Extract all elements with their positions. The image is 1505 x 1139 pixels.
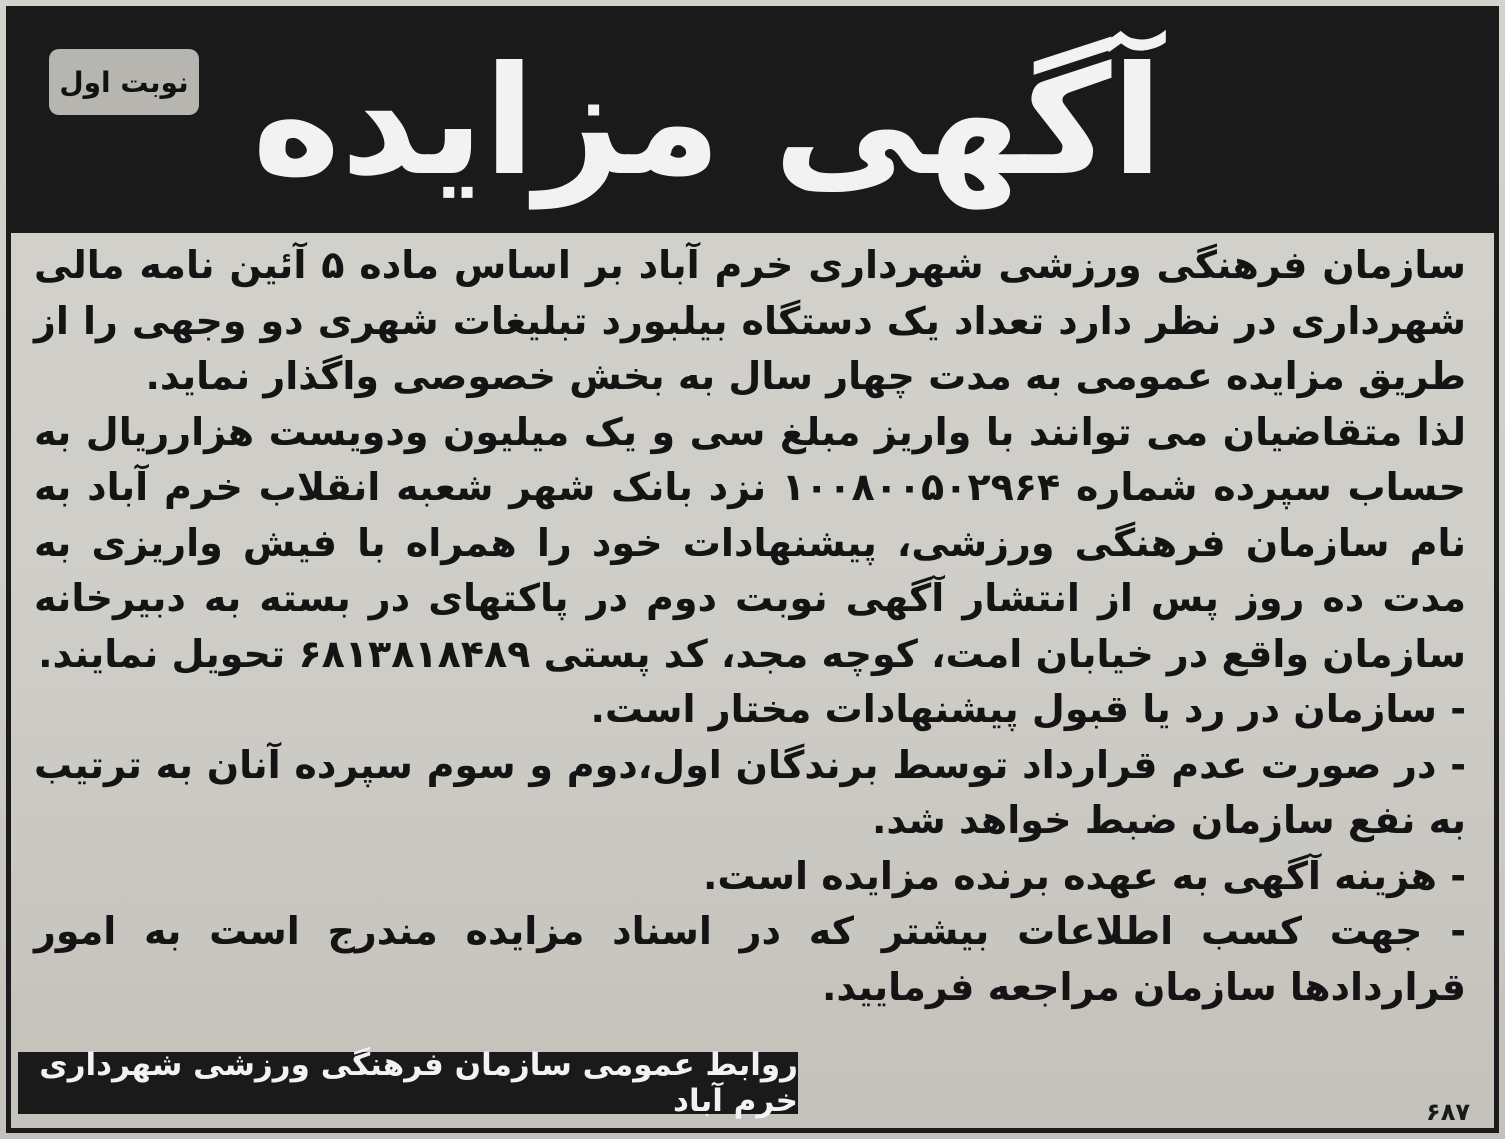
condition-item: - سازمان در رد یا قبول پیشنهادات مختار است. — [590, 687, 1466, 731]
ad-header — [11, 11, 1494, 233]
signature-bar: روابط عمومی سازمان فرهنگی ورزشی شهرداری خرم آباد — [18, 1052, 798, 1114]
intro-paragraph — [34, 238, 1466, 405]
organization-name: سازمان فرهنگی ورزشی شهرداری خرم آباد — [638, 243, 1467, 287]
publication-round-badge: نوبت اول — [49, 49, 199, 115]
condition-item: - هزینه آگهی به عهده برنده مزایده است. — [702, 853, 1466, 898]
payment-paragraph: لذا متقاضیان می توانند با واریز مبلغ سی و یک میلیون ودویست هزارریال به حساب سپرده شماره ۱۰۰۸۰۰۵۰۲۹۶۴ نزد بانک شهر شعبه انقلاب خرم آباد به نام سازمان فرهنگی ورزشی، پیشنهادات خود را همراه با فیش واریزی به مدت ده روز پس از انتشار آگهی نوبت دوم در پاکتهای در بسته به دبیرخانه سازمان واقع در خیابان امت، کوچه مجد، کد پستی ۶۸۱۳۸۱۸۴۸۹ تحویل نمایند. — [34, 409, 1466, 676]
condition-item: - جهت کسب اطلاعات بیشتر که در اسناد مزایده مندرج است به امور قراردادها سازمان مراجعه فرمایید. — [34, 909, 1466, 1009]
condition-item: - در صورت عدم قرارداد توسط برندگان اول،دوم و سوم سپرده آنان به ترتیب به نفع سازمان ضبط خواهد شد. — [34, 742, 1466, 842]
intro-text: بر اساس ماده ۵ آئین نامه مالی شهرداری در نظر دارد تعداد یک دستگاه بیلبورد تبلیغات شهری دو وجهی را از طریق مزایده عمومی به مدت چهار سال به بخش خصوصی واگذار نماید. — [34, 243, 1466, 398]
ad-code-number: ۶۸۷ — [1426, 1098, 1470, 1126]
ad-title: آگهی مزایده — [252, 35, 1163, 209]
ad-body — [34, 238, 1466, 1015]
